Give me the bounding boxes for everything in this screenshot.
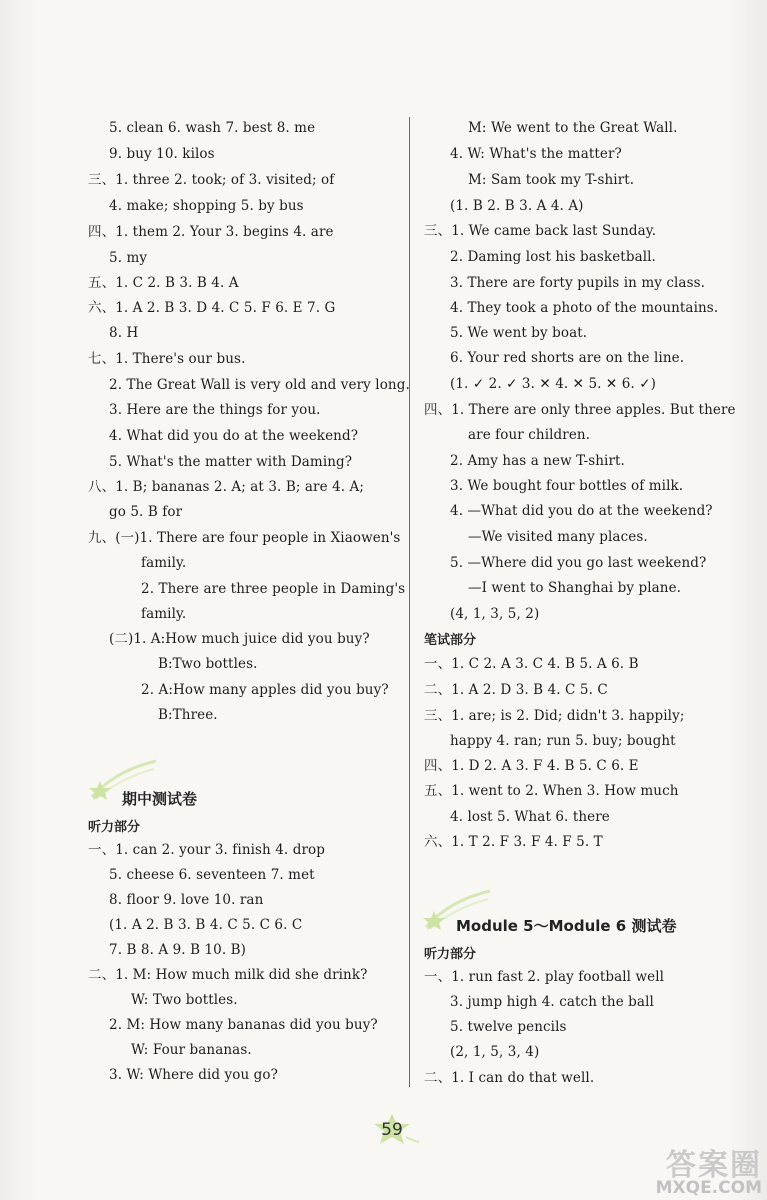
answer-line: 五、1. C 2. B 3. B 4. A xyxy=(88,275,239,291)
answer-line: 4. What did you do at the weekend? xyxy=(109,428,359,444)
answer-line: 2. M: How many bananas did you buy? xyxy=(109,1017,378,1033)
answer-line: B:Three. xyxy=(158,707,218,723)
answer-line: happy 4. ran; run 5. buy; bought xyxy=(450,733,676,749)
answer-line: 四、1. There are only three apples. But there xyxy=(424,402,736,418)
answer-line: 5. twelve pencils xyxy=(450,1019,567,1035)
answer-line: W: Two bottles. xyxy=(131,992,238,1008)
answer-line: 5. What's the matter with Daming? xyxy=(109,454,353,470)
answer-line: 3. We bought four bottles of milk. xyxy=(450,478,684,494)
answer-line: are four children. xyxy=(468,427,591,443)
listening-heading: 听力部分 xyxy=(88,820,141,835)
answer-line: 8. floor 9. love 10. ran xyxy=(109,892,264,908)
answer-line: 九、(一)1. There are four people in Xiaowen's xyxy=(88,530,401,546)
answer-line: 9. buy 10. kilos xyxy=(109,146,215,162)
answer-line: family. xyxy=(141,606,187,622)
answer-line: (1. ✓ 2. ✓ 3. ✕ 4. ✕ 5. ✕ 6. ✓) xyxy=(450,376,656,392)
column-divider xyxy=(409,117,410,1087)
answer-line: 一、1. can 2. your 3. finish 4. drop xyxy=(88,842,325,858)
answer-line: (4, 1, 3, 5, 2) xyxy=(450,606,540,622)
answer-line: 3. jump high 4. catch the ball xyxy=(450,994,654,1010)
answer-line: 2. Amy has a new T-shirt. xyxy=(450,453,625,469)
answer-line: 5. —Where did you go last weekend? xyxy=(450,555,707,571)
answer-line: 3. There are forty pupils in my class. xyxy=(450,275,706,291)
answer-line: 5. clean 6. wash 7. best 8. me xyxy=(109,120,316,136)
answer-line: 四、1. D 2. A 3. F 4. B 5. C 6. E xyxy=(424,758,639,774)
answer-line: (1. A 2. B 3. B 4. C 5. C 6. C xyxy=(109,917,303,933)
answer-line: 4. —What did you do at the weekend? xyxy=(450,503,713,519)
answer-line: 七、1. There's our bus. xyxy=(88,351,246,367)
answer-line: 2. There are three people in Daming's xyxy=(141,581,406,597)
answer-line: (2, 1, 5, 3, 4) xyxy=(450,1044,540,1060)
answer-line: 5. cheese 6. seventeen 7. met xyxy=(109,867,315,883)
answer-line: 8. H xyxy=(109,325,139,341)
watermark xyxy=(618,1140,764,1198)
listening-heading: 听力部分 xyxy=(424,947,477,962)
answer-line: family. xyxy=(141,555,187,571)
answer-line: 3. Here are the things for you. xyxy=(109,402,321,418)
answer-line: 5. my xyxy=(109,250,148,266)
answer-line: 2. The Great Wall is very old and very long. xyxy=(109,377,410,393)
answer-line: 7. B 8. A 9. B 10. B) xyxy=(109,942,247,958)
answer-line: 二、1. M: How much milk did she drink? xyxy=(88,967,368,983)
answer-line: W: Four bananas. xyxy=(131,1042,252,1058)
midterm-title: 期中测试卷 xyxy=(122,790,198,808)
answer-line: —We visited many places. xyxy=(468,529,648,545)
page-number xyxy=(370,1113,420,1147)
answer-line: (1. B 2. B 3. A 4. A) xyxy=(450,198,584,214)
watermark-url: MXQE.COM xyxy=(655,1178,762,1198)
answer-line: 2. A:How many apples did you buy? xyxy=(141,682,389,698)
answer-line: 四、1. them 2. Your 3. begins 4. are xyxy=(88,224,334,240)
answer-line: 六、1. T 2. F 3. F 4. F 5. T xyxy=(424,834,603,850)
answer-line: 2. Daming lost his basketball. xyxy=(450,249,656,265)
answer-line: 三、1. are; is 2. Did; didn't 3. happily; xyxy=(424,708,685,724)
answer-line: 一、1. run fast 2. play football well xyxy=(424,969,665,985)
answer-line: —I went to Shanghai by plane. xyxy=(468,580,682,596)
answer-line: B:Two bottles. xyxy=(158,656,258,672)
answer-line: go 5. B for xyxy=(109,504,183,520)
answer-line: 4. make; shopping 5. by bus xyxy=(109,198,304,214)
answer-line: 三、1. three 2. took; of 3. visited; of xyxy=(88,172,335,188)
answer-line: 八、1. B; bananas 2. A; at 3. B; are 4. A; xyxy=(88,479,365,495)
answer-line: 二、1. A 2. D 3. B 4. C 5. C xyxy=(424,682,608,698)
answer-line: 二、1. I can do that well. xyxy=(424,1070,595,1086)
answer-line: 三、1. We came back last Sunday. xyxy=(424,223,657,239)
answer-line: (二)1. A:How much juice did you buy? xyxy=(109,631,370,647)
answer-line: 一、1. C 2. A 3. C 4. B 5. A 6. B xyxy=(424,656,639,672)
answer-line: 六、1. A 2. B 3. D 4. C 5. F 6. E 7. G xyxy=(88,300,336,316)
page-number-text: 59 xyxy=(381,1120,403,1140)
answer-line: 3. W: Where did you go? xyxy=(109,1067,278,1083)
watermark-text: 答案圈 xyxy=(666,1148,762,1183)
answer-line: 6. Your red shorts are on the line. xyxy=(450,350,685,366)
answer-line: 4. lost 5. What 6. there xyxy=(450,809,610,825)
written-heading: 笔试部分 xyxy=(424,633,477,648)
answer-line: M: We went to the Great Wall. xyxy=(468,120,678,136)
answer-line: 4. They took a photo of the mountains. xyxy=(450,300,719,316)
answer-line: 五、1. went to 2. When 3. How much xyxy=(424,783,679,799)
module-test-title: Module 5～Module 6 测试卷 xyxy=(456,917,677,935)
answer-line: 5. We went by boat. xyxy=(450,325,588,341)
answer-line: M: Sam took my T-shirt. xyxy=(468,172,635,188)
answer-line: 4. W: What's the matter? xyxy=(450,146,622,162)
